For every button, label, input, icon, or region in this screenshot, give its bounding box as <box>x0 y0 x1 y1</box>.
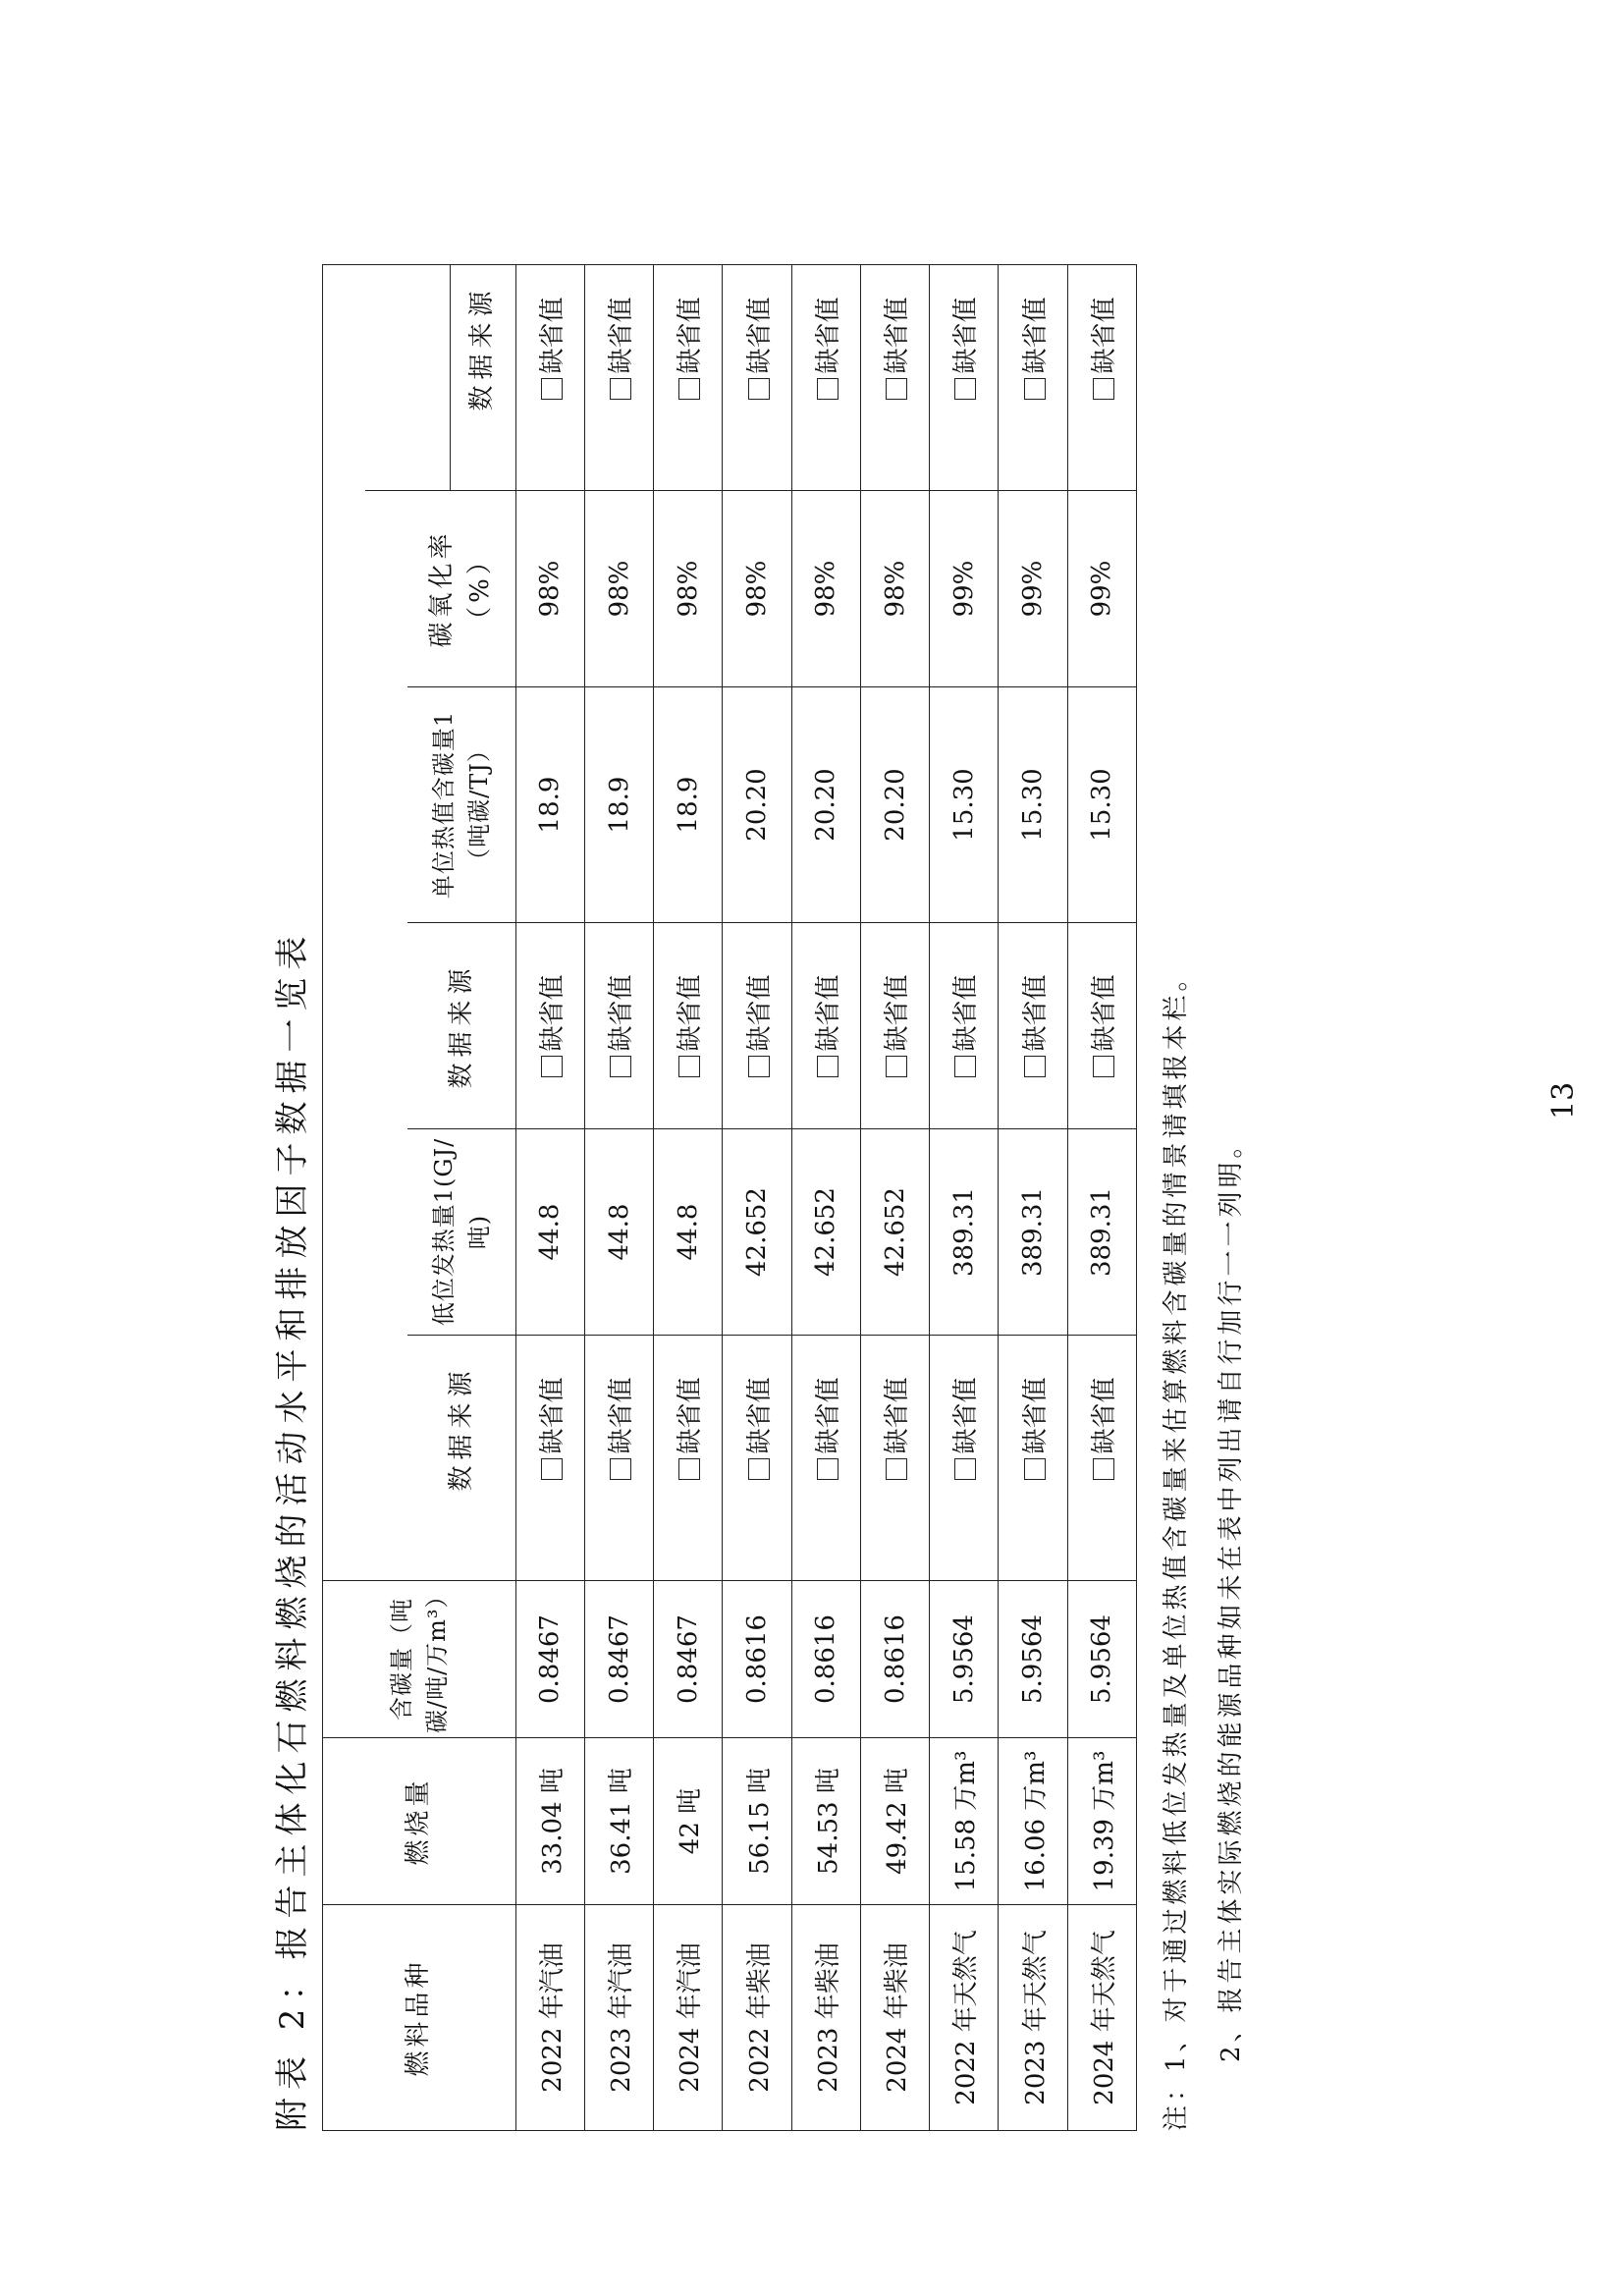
default-value-label: 缺省值 <box>951 974 982 1052</box>
cell-source-3 <box>930 265 999 432</box>
default-value-label: 缺省值 <box>813 297 843 374</box>
checkbox-icon <box>886 1458 907 1480</box>
table-row <box>791 265 860 2131</box>
cell-gap <box>654 1522 723 1581</box>
checkbox-icon <box>678 1056 700 1077</box>
header-gap-cell <box>365 1522 515 1581</box>
cell-source-3 <box>723 265 791 432</box>
checkbox-icon <box>817 1056 839 1077</box>
checkbox-icon <box>748 1458 770 1480</box>
cell-amount: 56.15 吨 <box>723 1738 791 1905</box>
cell-source-3 <box>860 265 929 432</box>
checkbox-icon <box>1093 1458 1114 1480</box>
cell-carbon: 0.8616 <box>791 1581 860 1738</box>
checkbox-icon <box>1024 1458 1046 1480</box>
cell-fuel: 2022 年汽油 <box>515 1905 584 2131</box>
default-value-label: 缺省值 <box>1089 297 1119 374</box>
cell-oxidation: 99% <box>930 491 999 687</box>
default-value-label: 缺省值 <box>744 1377 775 1454</box>
cell-oxidation: 98% <box>515 491 584 687</box>
cell-amount: 49.42 吨 <box>860 1738 929 1905</box>
cell-ncv: 44.8 <box>515 1129 584 1336</box>
cell-source-1 <box>723 1336 791 1522</box>
cell-source-3 <box>584 265 653 432</box>
cell-carbon: 0.8616 <box>723 1581 791 1738</box>
cell-source-2 <box>1067 923 1136 1129</box>
cell-ncv: 389.31 <box>1067 1129 1136 1336</box>
page-number: 13 <box>1546 1081 1581 1120</box>
default-value-label: 缺省值 <box>813 974 843 1052</box>
cell-source-1 <box>860 1336 929 1522</box>
cell-gap-2 <box>1067 432 1136 491</box>
cell-fuel: 2024 年汽油 <box>654 1905 723 2131</box>
header-carbon-content: 含碳量（吨碳/吨/万m³） <box>323 1581 516 1738</box>
cell-amount: 36.41 吨 <box>584 1738 653 1905</box>
notes <box>1149 265 1259 2131</box>
default-value-label: 缺省值 <box>951 1377 982 1454</box>
note-1: 注：1、对于通过燃料低位发热量及单位热值含碳量来估算燃料含碳量的情景请填报本栏。 <box>1162 961 1191 2131</box>
checkbox-icon <box>954 1056 976 1077</box>
cell-unit-carbon: 18.9 <box>584 687 653 923</box>
header-fuel-type: 燃料品种 <box>323 1905 516 2131</box>
cell-gap-2 <box>654 432 723 491</box>
cell-ncv: 42.652 <box>723 1129 791 1336</box>
checkbox-icon <box>541 378 563 400</box>
cell-gap <box>584 1522 653 1581</box>
default-value-label: 缺省值 <box>883 974 913 1052</box>
header-spacer-right <box>323 265 407 491</box>
table-row <box>584 265 653 2131</box>
cell-carbon: 0.8467 <box>515 1581 584 1738</box>
cell-ncv: 389.31 <box>999 1129 1067 1336</box>
cell-source-2 <box>654 923 723 1129</box>
cell-source-2 <box>930 923 999 1129</box>
cell-fuel: 2023 年柴油 <box>791 1905 860 2131</box>
checkbox-icon <box>1024 378 1046 400</box>
default-value-label: 缺省值 <box>607 297 637 374</box>
cell-gap-2 <box>515 432 584 491</box>
default-value-label: 缺省值 <box>883 297 913 374</box>
default-value-label: 缺省值 <box>883 1377 913 1454</box>
cell-gap-2 <box>930 432 999 491</box>
cell-unit-carbon: 18.9 <box>654 687 723 923</box>
checkbox-icon <box>748 1056 770 1077</box>
cell-source-2 <box>791 923 860 1129</box>
checkbox-icon <box>1024 1056 1046 1077</box>
rotated-page-content <box>236 265 1610 2131</box>
cell-source-2 <box>515 923 584 1129</box>
cell-carbon: 0.8467 <box>654 1581 723 1738</box>
cell-fuel: 2024 年柴油 <box>860 1905 929 2131</box>
header-data-source-1: 数据来源 <box>407 1336 515 1522</box>
default-value-label: 缺省值 <box>676 1377 706 1454</box>
cell-source-2 <box>860 923 929 1129</box>
cell-amount: 54.53 吨 <box>791 1738 860 1905</box>
default-value-label: 缺省值 <box>744 974 775 1052</box>
table-row <box>999 265 1067 2131</box>
cell-source-2 <box>723 923 791 1129</box>
cell-gap <box>930 1522 999 1581</box>
cell-source-1 <box>584 1336 653 1522</box>
cell-amount: 19.39 万m³ <box>1067 1738 1136 1905</box>
cell-fuel: 2023 年汽油 <box>584 1905 653 2131</box>
cell-oxidation: 98% <box>723 491 791 687</box>
default-value-label: 缺省值 <box>951 297 982 374</box>
table-row <box>654 265 723 2131</box>
cell-gap <box>791 1522 860 1581</box>
header-empty <box>407 265 450 491</box>
default-value-label: 缺省值 <box>607 974 637 1052</box>
cell-source-1 <box>654 1336 723 1522</box>
checkbox-icon <box>610 1458 631 1480</box>
checkbox-icon <box>610 1056 631 1077</box>
cell-gap-2 <box>999 432 1067 491</box>
cell-gap <box>860 1522 929 1581</box>
checkbox-icon <box>678 378 700 400</box>
checkbox-icon <box>541 1056 563 1077</box>
header-blank <box>450 432 515 491</box>
cell-source-3 <box>999 265 1067 432</box>
checkbox-icon <box>817 1458 839 1480</box>
cell-carbon: 5.9564 <box>1067 1581 1136 1738</box>
cell-gap-2 <box>791 432 860 491</box>
default-value-label: 缺省值 <box>537 297 568 374</box>
cell-source-3 <box>791 265 860 432</box>
cell-source-2 <box>999 923 1067 1129</box>
default-value-label: 缺省值 <box>676 297 706 374</box>
cell-source-3 <box>654 265 723 432</box>
default-value-label: 缺省值 <box>537 1377 568 1454</box>
table-row <box>860 265 929 2131</box>
cell-unit-carbon: 15.30 <box>1067 687 1136 923</box>
cell-source-3 <box>1067 265 1136 432</box>
header-spacer <box>323 491 365 1581</box>
cell-unit-carbon: 18.9 <box>515 687 584 923</box>
cell-ncv: 44.8 <box>654 1129 723 1336</box>
checkbox-icon <box>954 1458 976 1480</box>
cell-fuel: 2023 年天然气 <box>999 1905 1067 2131</box>
default-value-label: 缺省值 <box>1020 297 1051 374</box>
header-oxidation-rate: 碳氧化率（%） <box>407 491 515 687</box>
fuel-data-table <box>322 264 1137 2131</box>
cell-unit-carbon: 20.20 <box>791 687 860 923</box>
cell-amount: 16.06 万m³ <box>999 1738 1067 1905</box>
default-value-label: 缺省值 <box>1020 1377 1051 1454</box>
checkbox-icon <box>541 1458 563 1480</box>
cell-amount: 42 吨 <box>654 1738 723 1905</box>
cell-oxidation: 98% <box>584 491 653 687</box>
default-value-label: 缺省值 <box>607 1377 637 1454</box>
default-value-label: 缺省值 <box>744 297 775 374</box>
cell-source-3 <box>515 265 584 432</box>
checkbox-icon <box>1093 378 1114 400</box>
cell-oxidation: 99% <box>1067 491 1136 687</box>
cell-ncv: 42.652 <box>860 1129 929 1336</box>
cell-fuel: 2022 年柴油 <box>723 1905 791 2131</box>
cell-ncv: 44.8 <box>584 1129 653 1336</box>
table-row <box>930 265 999 2131</box>
default-value-label: 缺省值 <box>1020 974 1051 1052</box>
default-value-label: 缺省值 <box>537 974 568 1052</box>
cell-gap <box>723 1522 791 1581</box>
header-burn-amount: 燃烧量 <box>323 1738 516 1905</box>
checkbox-icon <box>886 378 907 400</box>
cell-carbon: 0.8616 <box>860 1581 929 1738</box>
cell-source-1 <box>791 1336 860 1522</box>
header-gap-row <box>365 491 407 1522</box>
checkbox-icon <box>610 378 631 400</box>
default-value-label: 缺省值 <box>1089 1377 1119 1454</box>
cell-unit-carbon: 20.20 <box>723 687 791 923</box>
cell-unit-carbon: 15.30 <box>930 687 999 923</box>
checkbox-icon <box>886 1056 907 1077</box>
header-data-source-3: 数据来源 <box>450 265 515 432</box>
cell-carbon: 0.8467 <box>584 1581 653 1738</box>
cell-gap-2 <box>723 432 791 491</box>
cell-oxidation: 99% <box>999 491 1067 687</box>
default-value-label: 缺省值 <box>813 1377 843 1454</box>
cell-gap-2 <box>584 432 653 491</box>
cell-amount: 33.04 吨 <box>515 1738 584 1905</box>
cell-source-1 <box>999 1336 1067 1522</box>
cell-ncv: 42.652 <box>791 1129 860 1336</box>
cell-source-2 <box>584 923 653 1129</box>
checkbox-icon <box>748 378 770 400</box>
header-data-source-2: 数据来源 <box>407 923 515 1129</box>
checkbox-icon <box>954 378 976 400</box>
cell-fuel: 2022 年天然气 <box>930 1905 999 2131</box>
cell-fuel: 2024 年天然气 <box>1067 1905 1136 2131</box>
cell-unit-carbon: 15.30 <box>999 687 1067 923</box>
cell-oxidation: 98% <box>791 491 860 687</box>
default-value-label: 缺省值 <box>676 974 706 1052</box>
checkbox-icon <box>1093 1056 1114 1077</box>
cell-unit-carbon: 20.20 <box>860 687 929 923</box>
cell-gap <box>999 1522 1067 1581</box>
cell-ncv: 389.31 <box>930 1129 999 1336</box>
default-value-label: 缺省值 <box>1089 974 1119 1052</box>
cell-source-1 <box>930 1336 999 1522</box>
page-title: 附表 2：报告主体化石燃料燃烧的活动水平和排放因子数据一览表 <box>273 928 312 2131</box>
cell-gap <box>1067 1522 1136 1581</box>
table-row <box>723 265 791 2131</box>
header-low-heat-value: 低位发热量1(GJ/吨) <box>407 1129 515 1336</box>
cell-source-1 <box>1067 1336 1136 1522</box>
table-row <box>1067 265 1136 2131</box>
checkbox-icon <box>678 1458 700 1480</box>
header-unit-carbon: 单位热值含碳量1（吨碳/TJ） <box>407 687 515 923</box>
note-2: 2、报告主体实际燃烧的能源品种如未在表中列出请自行加行一一列明。 <box>1217 1128 1246 2062</box>
cell-gap <box>515 1522 584 1581</box>
cell-oxidation: 98% <box>860 491 929 687</box>
cell-oxidation: 98% <box>654 491 723 687</box>
cell-carbon: 5.9564 <box>999 1581 1067 1738</box>
checkbox-icon <box>817 378 839 400</box>
cell-source-1 <box>515 1336 584 1522</box>
cell-carbon: 5.9564 <box>930 1581 999 1738</box>
cell-gap-2 <box>860 432 929 491</box>
table-row <box>515 265 584 2131</box>
cell-amount: 15.58 万m³ <box>930 1738 999 1905</box>
